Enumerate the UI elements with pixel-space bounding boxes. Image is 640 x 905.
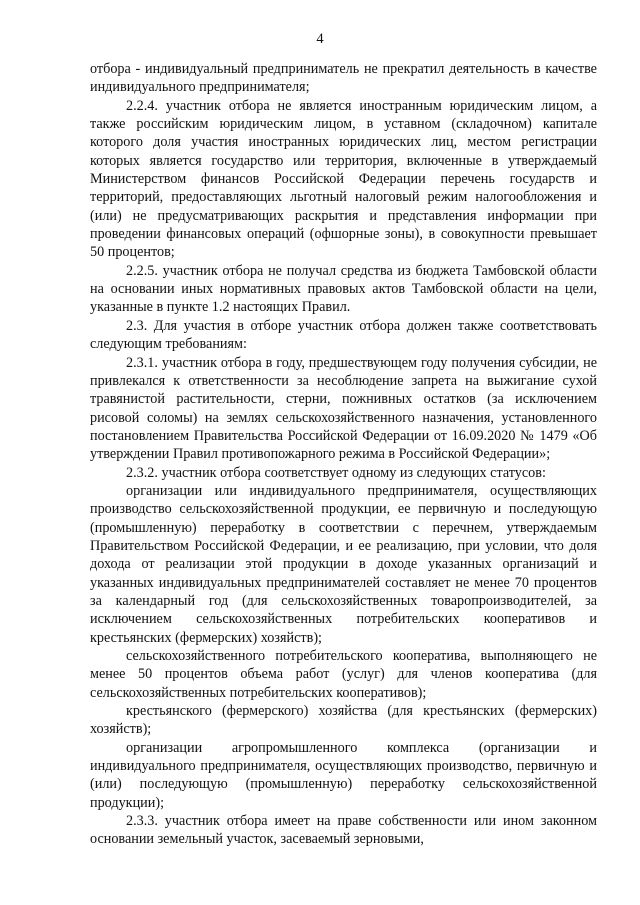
- paragraph-2-2-5: 2.2.5. участник отбора не получал средства из бюджета Тамбовской области на основании иных нормативных правовых актов Тамбовской области на цели, указанные в пункте 1.2 настоящих Правил.: [90, 262, 597, 316]
- page-number: 4: [316, 31, 324, 47]
- status-item-farm: крестьянского (фермерского) хозяйства (для крестьянских (фермерских) хозяйств);: [90, 703, 597, 738]
- paragraph-2-3-2: 2.3.2. участник отбора соответствует одному из следующих статусов:: [126, 464, 546, 481]
- paragraph-2-3-3: 2.3.3. участник отбора имеет на праве собственности или ином законном основании земельный участок, засеваемый зерновыми,: [90, 813, 597, 848]
- paragraph-2-2-3-continuation: отбора - индивидуальный предприниматель не прекратил деятельность в качестве индивидуального предпринимателя;: [90, 61, 597, 96]
- status-item-organizations: организации или индивидуального предпринимателя, осуществляющих производство сельскохозяйственной продукции, ее первичную и последующую (промышленную) переработку в соответствии с перечнем, утверждаемым Правительством Российской Федерации, и ее реализацию, при условии, что доля дохода от реализации этой продукции в доходе указанных организаций и указанных индивидуальных предпринимателей составляет не менее 70 процентов за календарный год (для сельскохозяйственных товаропроизводителей, за исключением сельскохозяйственных потребительских кооперативов и крестьянских (фермерских) хозяйств);: [90, 482, 597, 646]
- paragraph-2-3: 2.3. Для участия в отборе участник отбора должен также соответствовать следующим требованиям:: [90, 317, 597, 353]
- paragraph-2-2-4: 2.2.4. участник отбора не является иностранным юридическим лицом, а также российским юридическим лицом, в уставном (складочном) капитале которого доля участия иностранных юридических лиц, местом регистрации которых является государство или территория, включенные в утверждаемый Министерством финансов Российской Федерации перечень государств и территорий, предоставляющих льготный налоговый режим налогообложения и (или) не предусматривающих раскрытия и представления информации при проведении финансовых операций (офшорные зоны), в совокупности превышает 50 процентов;: [90, 97, 597, 261]
- status-item-cooperative: сельскохозяйственного потребительского кооператива, выполняющего не менее 50 процентов объема работ (услуг) для членов кооператива (для сельскохозяйственных потребительских кооперативов);: [90, 648, 597, 701]
- document-body: [90, 60, 597, 849]
- paragraph-2-3-1: 2.3.1. участник отбора в году, предшествующем году получения субсидии, не привлекался к ответственности за несоблюдение запрета на выжигание сухой травянистой растительности, стерни, пожнивных остатков (за исключением рисовой соломы) на землях сельскохозяйственного назначения, установленного постановлением Правительства Российской Федерации от 16.09.2020 № 1479 «Об утверждении Правил противопожарного режима в Российской Федерации»;: [90, 354, 597, 463]
- status-item-agro-complex: организации агропромышленного комплекса (организации и индивидуального предпринимателя, осуществляющих производство, первичную и (или) последующую (промышленную) переработку сельскохозяйственной продукции);: [90, 739, 597, 811]
